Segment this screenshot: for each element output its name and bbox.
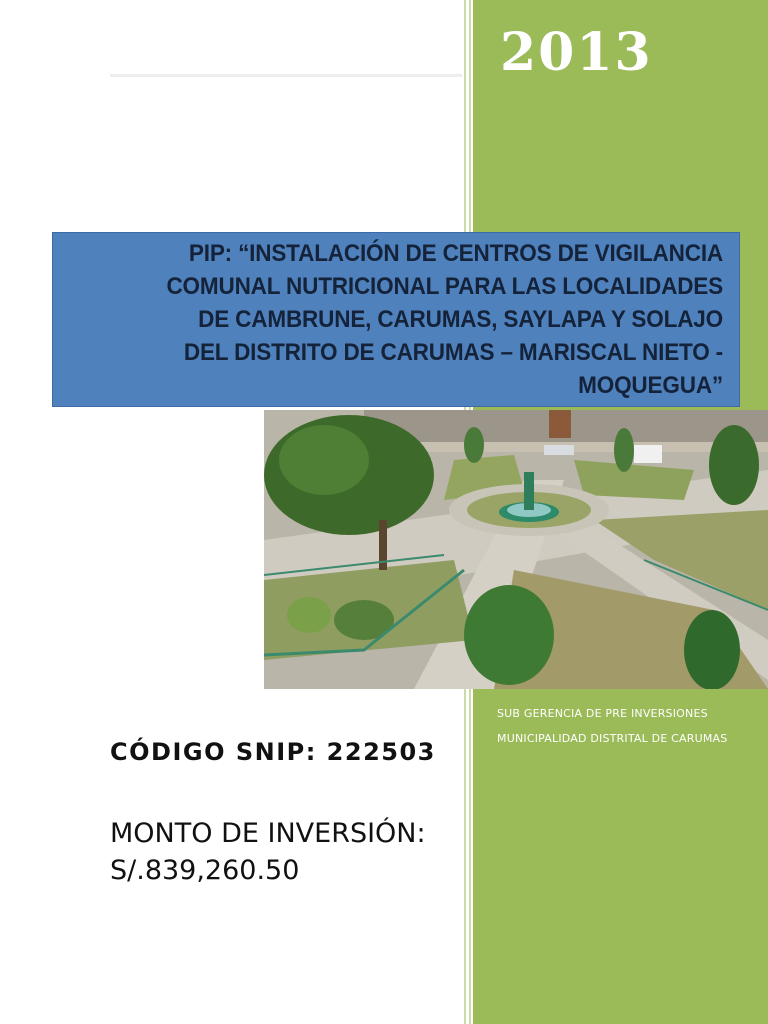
project-title-box xyxy=(52,232,740,407)
codigo-snip: CÓDIGO SNIP: 222503 xyxy=(110,738,436,766)
municipalidad-label: MUNICIPALIDAD DISTRITAL DE CARUMAS xyxy=(497,732,728,745)
title-line: DE CAMBRUNE, CARUMAS, SAYLAPA Y SOLAJO xyxy=(198,306,723,333)
title-line: MOQUEGUA” xyxy=(578,372,723,399)
header-rule xyxy=(110,74,462,77)
year-label: 2013 xyxy=(500,22,653,83)
sub-gerencia-label: SUB GERENCIA DE PRE INVERSIONES xyxy=(497,707,708,720)
monto-inversion-label: MONTO DE INVERSIÓN: xyxy=(110,818,426,849)
title-line: PIP: “INSTALACIÓN DE CENTROS DE VIGILANCIA xyxy=(188,240,724,267)
plaza-photo xyxy=(264,410,768,689)
monto-inversion-value: S/.839,260.50 xyxy=(110,855,300,886)
title-line: DEL DISTRITO DE CARUMAS – MARISCAL NIETO - xyxy=(183,339,724,366)
project-title xyxy=(70,237,723,402)
title-line: COMUNAL NUTRICIONAL PARA LAS LOCALIDADES xyxy=(166,273,723,300)
